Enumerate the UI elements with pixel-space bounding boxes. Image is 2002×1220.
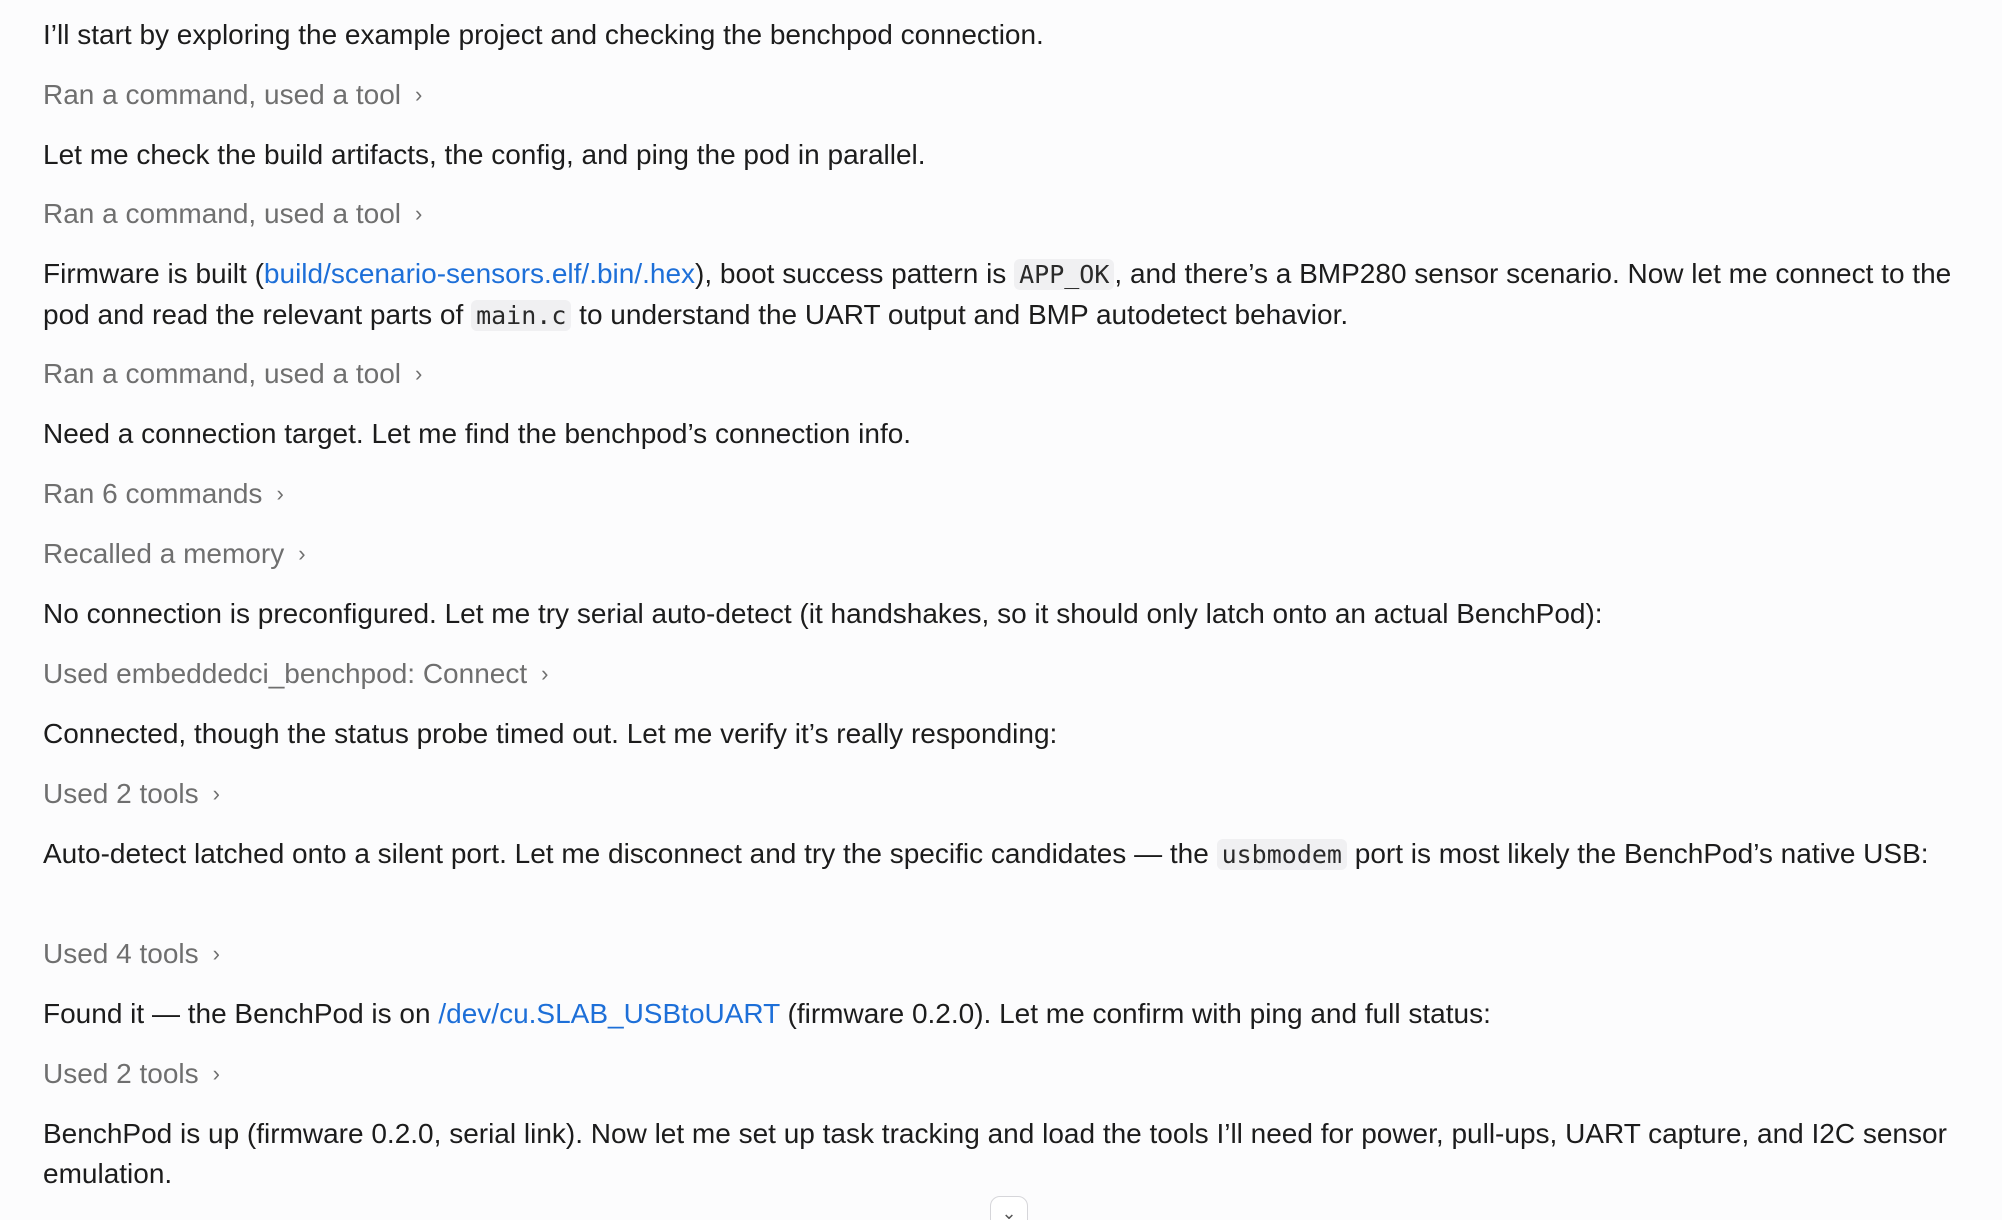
tool-step-row[interactable] xyxy=(43,354,422,394)
tool-step-row[interactable] xyxy=(43,194,422,234)
tool-step-row[interactable] xyxy=(43,1054,220,1094)
inline-code: main.c xyxy=(471,300,571,331)
memory-step-row[interactable] xyxy=(43,534,306,574)
chevron-right-icon: › xyxy=(212,941,220,966)
message-text: Connected, though the status probe timed out. Let me verify it’s really responding: xyxy=(43,718,1058,749)
assistant-message xyxy=(43,135,1973,175)
message-text: , and there’s a BMP280 sensor scenario. Now let me connect to the pod and read the relevant parts of xyxy=(43,258,1952,330)
step-label: Ran 6 commands xyxy=(43,478,263,509)
tool-step-row[interactable] xyxy=(43,934,220,974)
tool-step-row[interactable] xyxy=(43,474,284,514)
message-text: I’ll start by exploring the example project and checking the benchpod connection. xyxy=(43,19,1044,50)
message-text: BenchPod is up (firmware 0.2.0, serial link). Now let me set up task tracking and load the tools I’ll need for power, pull-ups, UART capture, and I2C sensor emulation. xyxy=(43,1118,1947,1189)
step-label: Recalled a memory xyxy=(43,538,285,569)
message-text: port is most likely the BenchPod’s native USB: xyxy=(1347,838,1929,869)
message-text: Let me check the build artifacts, the config, and ping the pod in parallel. xyxy=(43,139,926,170)
message-text: Found it — the BenchPod is on xyxy=(43,998,439,1029)
step-label: Ran a command, used a tool xyxy=(43,358,401,389)
message-text: (firmware 0.2.0). Let me confirm with ping and full status: xyxy=(779,998,1491,1029)
chevron-right-icon: › xyxy=(541,661,549,686)
step-label: Ran a command, used a tool xyxy=(43,79,401,110)
chevron-right-icon: › xyxy=(414,201,423,226)
step-label: Used 2 tools xyxy=(43,1058,199,1089)
assistant-message xyxy=(43,834,1973,875)
inline-code: usbmodem xyxy=(1217,839,1347,870)
scroll-to-bottom-button[interactable] xyxy=(990,1196,1028,1220)
step-label: Used 2 tools xyxy=(43,778,199,809)
file-link[interactable]: build/scenario-sensors.elf/.bin/.hex xyxy=(263,258,696,289)
step-label: Used 4 tools xyxy=(43,938,199,969)
device-path-link[interactable]: /dev/cu.SLAB_USBtoUART xyxy=(438,998,780,1029)
assistant-message xyxy=(43,994,1973,1034)
chevron-right-icon: › xyxy=(414,82,423,107)
chevron-right-icon: › xyxy=(276,481,284,506)
message-text: Need a connection target. Let me find the benchpod’s connection info. xyxy=(43,418,912,449)
message-text: ), boot success pattern is xyxy=(695,258,1015,289)
inline-code: APP_OK xyxy=(1014,259,1114,290)
chevron-right-icon: › xyxy=(414,361,423,386)
assistant-message xyxy=(43,254,1973,336)
tool-step-row[interactable] xyxy=(43,75,422,115)
message-text: to understand the UART output and BMP autodetect behavior. xyxy=(571,299,1349,330)
assistant-message xyxy=(43,414,1973,454)
tool-step-row[interactable] xyxy=(43,774,220,814)
step-label: Ran a command, used a tool xyxy=(43,198,401,229)
tool-step-row[interactable] xyxy=(43,654,548,694)
message-text: Firmware is built ( xyxy=(43,258,264,289)
message-text: No connection is preconfigured. Let me try serial auto-detect (it handshakes, so it should only latch onto an actual BenchPod): xyxy=(43,598,1603,629)
assistant-message xyxy=(43,594,1973,634)
chevron-right-icon: › xyxy=(212,781,220,806)
assistant-message xyxy=(43,15,1973,55)
chevron-right-icon: › xyxy=(298,541,306,566)
chevron-down-icon: ⌄ xyxy=(1001,1203,1017,1220)
chevron-right-icon: › xyxy=(212,1061,220,1086)
step-label: Used embeddedci_benchpod: Connect xyxy=(43,658,528,689)
assistant-message xyxy=(43,714,1973,754)
assistant-message xyxy=(43,1114,1973,1194)
message-text: Auto-detect latched onto a silent port. Let me disconnect and try the specific candidates — the xyxy=(43,838,1217,869)
